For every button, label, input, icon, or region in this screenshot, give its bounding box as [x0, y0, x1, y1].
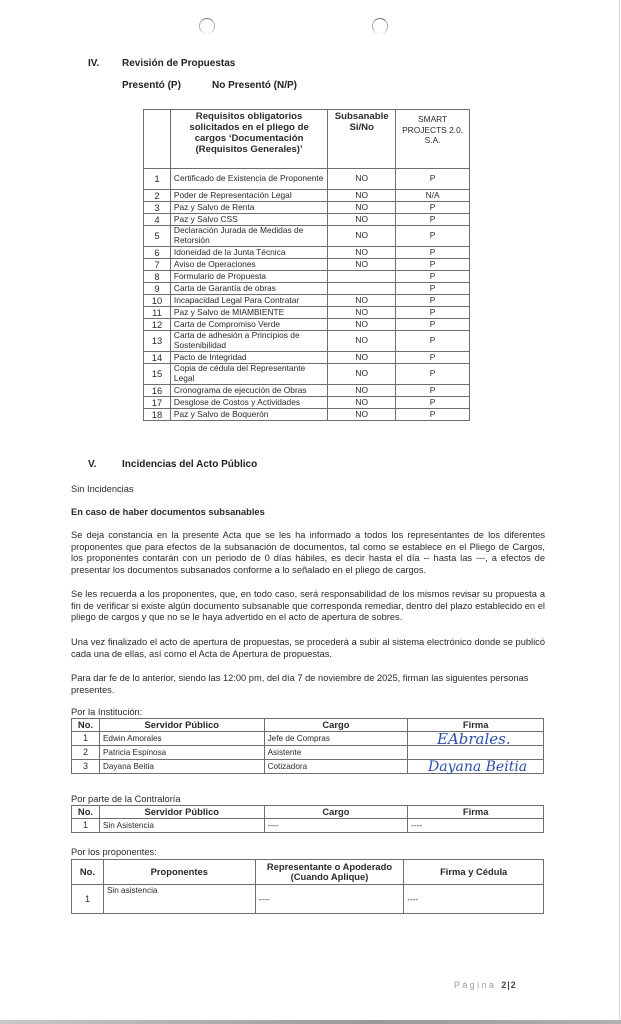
page-separator: | — [507, 980, 511, 990]
requirement-name: Carta de adhesión a Principios de Sostenibilidad — [170, 331, 327, 352]
row-role: Jefe de Compras — [264, 732, 408, 746]
institution-header-no: No. — [72, 719, 100, 732]
requirement-number: 5 — [144, 226, 171, 247]
requirement-row — [144, 271, 470, 283]
requirement-number: 15 — [144, 364, 171, 385]
proponents-header-representative: Representante o Apoderado (Cuando Aplique) — [255, 860, 404, 885]
paragraph-publicacion: Una vez finalizado el acto de apertura de propuestas, se procederá a subir al sistema electrónico donde se publicó cada una de ellas, así como el Acta de Apertura de propuestas. — [71, 637, 545, 659]
requirement-status: N/A — [396, 190, 470, 202]
requirement-status: P — [396, 352, 470, 364]
requirement-number: 13 — [144, 331, 171, 352]
requirement-name: Paz y Salvo CSS — [170, 214, 327, 226]
header-subsanable: Subsanable Si/No — [328, 110, 396, 169]
contraloria-label: Por parte de la Contraloría — [71, 794, 181, 804]
requirement-status: P — [396, 364, 470, 385]
requirement-number: 17 — [144, 397, 171, 409]
handwritten-signature-beitia: Dayana Beitia — [428, 759, 528, 775]
requirement-row — [144, 226, 470, 247]
requirement-subsanable — [328, 283, 396, 295]
requirement-row — [144, 319, 470, 331]
institution-header-role: Cargo — [264, 719, 408, 732]
row-signature: ---- — [404, 885, 544, 914]
row-signature: ---- — [408, 819, 544, 833]
proponents-header-signature: Firma y Cédula — [404, 860, 544, 885]
requirement-status: P — [396, 271, 470, 283]
requirement-number: 18 — [144, 409, 171, 421]
requirement-status: P — [396, 259, 470, 271]
requirement-status: P — [396, 169, 470, 190]
contraloria-header-role: Cargo — [264, 806, 408, 819]
requirement-subsanable: NO — [328, 190, 396, 202]
row-name: Sin Asistencia — [99, 819, 264, 833]
requirement-row — [144, 364, 470, 385]
requirement-name: Paz y Salvo de MIAMBIENTE — [170, 307, 327, 319]
requirement-row — [144, 169, 470, 190]
requirement-number: 4 — [144, 214, 171, 226]
scan-edge-bottom — [0, 1020, 621, 1024]
proponents-header-name: Proponentes — [103, 860, 255, 885]
paragraph-firma: Para dar fe de lo anterior, siendo las 12:00 pm, del día 7 de noviembre de 2025, firman las siguientes personas presentes. — [71, 673, 529, 695]
requirement-subsanable: NO — [328, 364, 396, 385]
requirement-row — [144, 352, 470, 364]
requirement-name: Paz y Salvo de Boquerón — [170, 409, 327, 421]
contraloria-table — [71, 805, 544, 833]
page-total: 2 — [510, 980, 517, 990]
requirement-name: Declaración Jurada de Medidas de Retorsión — [170, 226, 327, 247]
requirement-number: 11 — [144, 307, 171, 319]
legend-presento: Presentó (P) — [122, 80, 181, 91]
paragraph-subsanacion: Se deja constancia en la presente Acta que se les ha informado a todos los representantes de los diferentes proponentes que para efectos de la subsanación de documentos, tal como se establece en el Pliego de Cargos, los proponentes contarán con un periodo de 0 días hábiles, es decir hasta el día -- hasta las ---, a efectos de presentar los documentos subsanados conforme a lo señalado en el pliego de cargos. — [71, 530, 545, 575]
requirement-subsanable: NO — [328, 214, 396, 226]
header-number — [144, 110, 171, 169]
requirement-status: P — [396, 202, 470, 214]
row-name: Sin asistencia — [103, 885, 255, 914]
requirement-name: Carta de Garantía de obras — [170, 283, 327, 295]
institution-header-name: Servidor Público — [99, 719, 264, 732]
requirement-row — [144, 331, 470, 352]
subsanables-heading: En caso de haber documentos subsanables — [71, 507, 265, 517]
legend-no-presento: No Presentó (N/P) — [212, 80, 298, 91]
requirement-subsanable: NO — [328, 202, 396, 214]
proponents-table — [71, 859, 544, 914]
handwritten-signature-amorales: EAbrales. — [437, 730, 511, 748]
requirement-subsanable: NO — [328, 307, 396, 319]
requirement-name: Pacto de Integridad — [170, 352, 327, 364]
requirement-name: Incapacidad Legal Para Contratar — [170, 295, 327, 307]
requirement-name: Copia de cédula del Representante Legal — [170, 364, 327, 385]
incidences-text: Sin Incidencias — [71, 484, 134, 494]
requirement-name: Desglose de Costos y Actividades — [170, 397, 327, 409]
requirement-status: P — [396, 226, 470, 247]
row-name: Patricia Espinosa — [99, 746, 264, 760]
institution-header-signature: Firma — [408, 719, 544, 732]
paragraph-responsabilidad: Se les recuerda a los proponentes, que, en todo caso, será responsabilidad de los mismos revisar su propuesta a fin de verificar si existe algún documento subsanable que corresponda remediar, dentro del plazo establecido en el pliego de cargos y que no se le haya advertido en el acto de apertura de sobres. — [71, 589, 545, 623]
row-role: Asistente — [264, 746, 408, 760]
row-no: 1 — [72, 732, 100, 746]
page-current: 2 — [501, 980, 508, 990]
requirements-header-row — [144, 110, 470, 169]
requirement-status: P — [396, 397, 470, 409]
section-v-number: V. — [88, 459, 97, 470]
requirement-name: Aviso de Operaciones — [170, 259, 327, 271]
requirement-status: P — [396, 331, 470, 352]
header-company: SMART PROJECTS 2.0, S.A. — [396, 110, 470, 169]
requirement-number: 3 — [144, 202, 171, 214]
proponents-header-no: No. — [72, 860, 104, 885]
requirement-row — [144, 283, 470, 295]
row-no: 3 — [72, 760, 100, 774]
row-no: 1 — [72, 819, 100, 833]
requirement-row — [144, 259, 470, 271]
requirement-status: P — [396, 319, 470, 331]
requirement-row — [144, 307, 470, 319]
requirement-subsanable: NO — [328, 226, 396, 247]
requirement-status: P — [396, 409, 470, 421]
requirement-number: 14 — [144, 352, 171, 364]
requirement-subsanable — [328, 271, 396, 283]
row-name: Edwin Amorales — [99, 732, 264, 746]
requirement-number: 6 — [144, 247, 171, 259]
requirement-row — [144, 190, 470, 202]
requirement-status: P — [396, 283, 470, 295]
requirement-status: P — [396, 247, 470, 259]
requirement-subsanable: NO — [328, 409, 396, 421]
requirement-status: P — [396, 295, 470, 307]
contraloria-header-name: Servidor Público — [99, 806, 264, 819]
requirement-status: P — [396, 307, 470, 319]
requirement-status: P — [396, 385, 470, 397]
requirement-row — [144, 202, 470, 214]
requirement-number: 12 — [144, 319, 171, 331]
requirement-number: 8 — [144, 271, 171, 283]
institution-label: Por la Institución: — [71, 707, 143, 717]
punch-hole-right — [372, 18, 388, 34]
section-v-title: Incidencias del Acto Público — [122, 459, 258, 470]
contraloria-header-no: No. — [72, 806, 100, 819]
requirement-name: Formulario de Propuesta — [170, 271, 327, 283]
requirement-status: P — [396, 214, 470, 226]
requirement-subsanable: NO — [328, 295, 396, 307]
section-iv-number: IV. — [88, 58, 100, 69]
row-name: Dayana Beitia — [99, 760, 264, 774]
requirement-number: 16 — [144, 385, 171, 397]
section-iv-title: Revisión de Propuestas — [122, 58, 236, 69]
requirement-number: 9 — [144, 283, 171, 295]
proponents-label: Por los proponentes: — [71, 847, 157, 857]
requirement-name: Paz y Salvo de Renta — [170, 202, 327, 214]
row-representative: ---- — [255, 885, 404, 914]
requirement-subsanable: NO — [328, 331, 396, 352]
contraloria-row — [72, 819, 544, 833]
requirement-subsanable: NO — [328, 352, 396, 364]
scan-edge-right — [619, 0, 620, 1020]
header-requirement: Requisitos obligatorios solicitados en el pliego de cargos ‘Documentación (Requisitos Generales)’ — [170, 110, 327, 169]
requirement-row — [144, 397, 470, 409]
requirement-subsanable: NO — [328, 247, 396, 259]
requirement-row — [144, 295, 470, 307]
punch-hole-left — [199, 18, 215, 34]
requirement-row — [144, 247, 470, 259]
requirement-name: Certificado de Existencia de Proponente — [170, 169, 327, 190]
requirement-number: 1 — [144, 169, 171, 190]
row-no: 1 — [72, 885, 104, 914]
row-no: 2 — [72, 746, 100, 760]
proponents-row — [72, 885, 544, 914]
requirement-number: 7 — [144, 259, 171, 271]
requirement-row — [144, 385, 470, 397]
requirements-table — [143, 109, 470, 421]
requirement-name: Cronograma de ejecución de Obras — [170, 385, 327, 397]
requirement-name: Carta de Compromiso Verde — [170, 319, 327, 331]
row-role: ---- — [264, 819, 408, 833]
requirement-name: Poder de Representación Legal — [170, 190, 327, 202]
page-word: Página — [454, 980, 497, 990]
requirement-subsanable: NO — [328, 319, 396, 331]
requirement-number: 2 — [144, 190, 171, 202]
requirement-name: Idoneidad de la Junta Técnica — [170, 247, 327, 259]
requirement-subsanable: NO — [328, 259, 396, 271]
requirement-row — [144, 409, 470, 421]
contraloria-header-signature: Firma — [408, 806, 544, 819]
requirement-subsanable: NO — [328, 397, 396, 409]
requirement-subsanable: NO — [328, 169, 396, 190]
page-number — [454, 980, 517, 990]
row-role: Cotizadora — [264, 760, 408, 774]
requirement-row — [144, 214, 470, 226]
requirement-subsanable: NO — [328, 385, 396, 397]
requirement-number: 10 — [144, 295, 171, 307]
